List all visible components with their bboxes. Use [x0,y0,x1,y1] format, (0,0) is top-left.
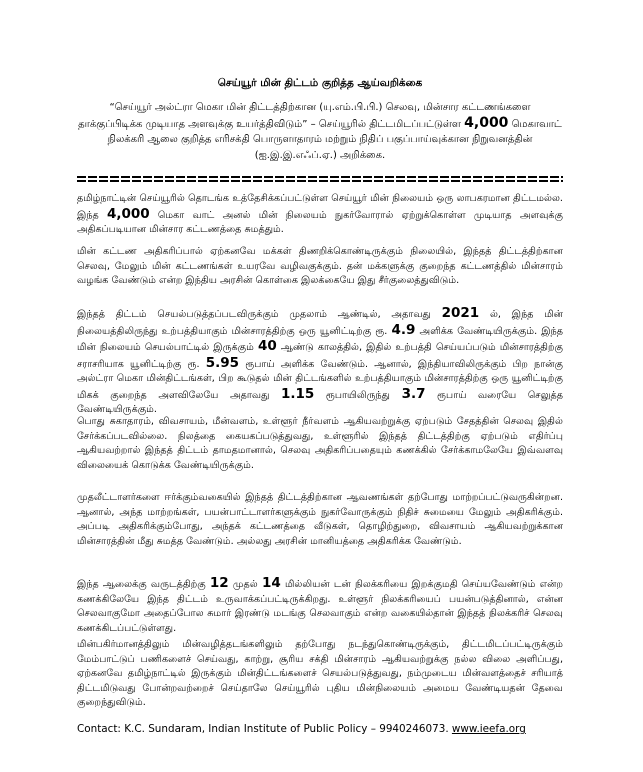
paragraph-text: ரூபாய் வரையே செலுத்த வேண்டியிருக்கும். [77,389,563,415]
separator-line [77,175,563,183]
highlighted-number: 4.9 [391,321,416,338]
paragraph-text: இந்த ஆலைக்கு வருடத்திற்கு [77,579,210,590]
paragraph-text: மில்லியன் டன் நிலக்கரியை இறக்குமதி செய்யவேண்டும் என்ற கணக்கிலேயே இந்த திட்டம் உருவாக்கப்பட்டிருக்கிறது. உள்ளூர் நிலக்கரியைப் பயன்படுத்தினால், என்ன செலவாகுமோ அதைப்போல சுமார் இரண்டு மடங்கு செலவாகும் என்ற வகையில்தான் இந்தத் நிலக்கரிச் செலவு கணக்கிடப்பட்டுள்ளது. [77,579,564,634]
document-page [77,76,564,735]
subtitle-capacity-number: 4,000 [464,114,509,131]
paragraph-text: ல், இந்த மின் நிலையத்திலிருந்து உற்பத்தியாகும் மின்சாரத்திற்கு ஒரு யூனிட்டிற்கு ரூ. [77,309,563,337]
paragraph-1 [77,192,563,238]
paragraph-text: முதலீட்டாளர்களை ஈர்க்கும்வகையில் இந்தத் திட்டத்திற்கான ஆவணங்கள் தற்போது மாற்றப்பட்டுவருகின்றன. ஆனால், அந்த மாற்றங்கள், பயன்பாட்டாளர்களுக்கும் நுகர்வோருக்கும் நிதிச் சுமையை மேலும் அதிகரிக்கும். அப்படி அதிகரிக்கும்போது, அந்தக் கட்டணத்தை வீடுகள், தொழிற்துறை, விவசாயம் ஆகியவற்றுக்கான மின்சாரத்தின் மீது சுமத்த வேண்டும். அல்லது அரசின் மானியத்தை அதிகரிக்க வேண்டும். [77,492,563,547]
paragraph-text: மின்பகிர்மானத்திலும் மின்வழித்தடங்களிலும் தற்போது நடந்துகொண்டிருக்கும், திட்டமிடப்பட்டிருக்கும் மேம்பாட்டுப் பணிகளைச் செய்வது, காற்று, சூரிய சக்தி மின்சாரம் ஆகியவற்றுக்கு நல்ல விலை அளிப்பது, ஏற்கனவே தமிழ்நாட்டில் இருக்கும் மின்திட்டங்களைச் செயல்படுத்துவது, நம்முடைய மின்வளத்தைச் சரியாத் திட்டமிடுவது போன்றவற்றைச் செய்தாலே செய்யூரில் புதிய மின்நிலையம் அமைய வேண்டியதன் தேவை குறைந்துவிடும். [77,639,563,708]
contact-text: Contact: K.C. Sundaram, Indian Institute of Public Policy – 9940246073. [77,723,452,735]
highlighted-number: 4,000 [106,205,150,222]
paragraph-text: மின் கட்டண அதிகரிப்பால் ஏற்கனவே மக்கள் திணறிக்கொண்டிருக்கும் நிலையில், இந்தத் திட்டத்திற்கான செலவு, மேலும் மின் கட்டணங்கள் உயரவே வழிவகுக்கும். தன் மக்களுக்கு குறைந்த கட்டணத்தில் மின்சாரம் வழங்க வேண்டும் என்ற இந்திய அரசின் கொள்கை இலக்கையே இது சீர்குலைத்துவிடும். [77,246,563,286]
paragraph-text: பொது சுகாதாரம், விவசாயம், மீன்வளம், உள்ளூர் நீர்வளம் ஆகியவற்றுக்கு ஏற்படும் சேதத்தின் செலவு இதில் சேர்க்கப்படவில்லை. நிலத்தை கையகப்படுத்துவது, உள்ளூரில் இந்தத் திட்டத்திற்கு ஏற்படும் எதிர்ப்பு ஆகியவற்றால் இந்தத் திட்டம் தாமதமானால், செலவு அதிகரிப்பதையும் கணக்கில் சேர்க்காமலேயே இவ்வளவு விலையைக் கொடுக்க வேண்டியிருக்கும். [77,416,563,471]
highlighted-number: 12 [209,575,229,591]
paragraph-text: இந்தத் திட்டம் செயல்படுத்தப்படவிருக்கும் முதலாம் ஆண்டில், அதாவது [77,309,442,320]
document-title: செய்யூர் மின் திட்டம் குறித்த ஆய்வறிக்கை [217,77,423,89]
highlighted-number: 3.7 [401,385,426,402]
document-subtitle [77,100,563,163]
highlighted-number: 1.15 [280,385,315,402]
paragraph-6 [77,576,563,636]
separator-bar-top [77,176,563,178]
contact-line [77,722,526,736]
subtitle-text-part1: “செய்யூர் அல்ட்ரா மெகா மின் திட்டத்திற்கான (யு.எம்.பி.பி.) செலவு, மின்சார கட்டணங்களை தாக்குப்பிடிக்க முடியாத அளவுக்கு உயர்த்திவிடும்” – செய்யூரில் திட்டமிடப்பட்டுள்ள [78,102,531,130]
paragraph-text: அளிக்க வேண்டியிருக்கும். இந்த மின் நிலையம் செயல்பாட்டில் இருக்கும் [77,325,563,353]
paragraph-4 [77,415,563,473]
paragraph-7 [77,638,563,711]
paragraph-text: ரூபாயிலிருந்து [314,389,402,401]
subtitle-text-part2: மெகாவாட் நிலக்கரி ஆலை குறித்த எரிசக்தி பொருளாதாரம் மற்றும் நிதிப் பகுப்பாய்வுக்கான நிறுவனத்தின் (ஐ.இ.இ.எஃப்.ஏ.) அறிக்கை. [107,118,562,161]
highlighted-number: 2021 [441,305,480,321]
paragraph-5 [77,491,563,549]
website-link[interactable]: www.ieefa.org [451,723,526,735]
separator-bar-bottom [77,180,563,182]
highlighted-number: 40 [257,338,277,354]
paragraph-text: முதல் [228,579,262,590]
highlighted-number: 14 [261,575,281,591]
paragraph-3 [77,306,563,418]
paragraph-text: தமிழ்நாட்டின் செய்யூரில் தொடங்க உத்தேசிக்கப்பட்டுள்ள செய்யூர் மின் நிலையம் ஒரு லாபகரமான திட்டமல்ல. இந்த [77,193,563,221]
paragraph-text: மெகா வாட் அனல் மின் நிலையம் நுகர்வோரால் ஏற்றுக்கொள்ள முடியாத அளவுக்கு அதிகப்படியான மின்சார கட்டணத்தை சுமத்தும். [77,209,563,235]
paragraph-text: ஆண்டு காலத்தில், இதில் உற்பத்தி செய்யப்படும் மின்சாரத்திற்கு சராசரியாக யூனிட்டிற்கு ரூ. [77,342,563,370]
paragraph-2 [77,245,563,289]
highlighted-number: 5.95 [205,354,240,371]
paragraph-text: ரூபாய் அளிக்க வேண்டும். ஆனால், இந்தியாவிலிருக்கும் பிற நான்கு அல்ட்ரா மெகா மின்திட்டங்கள், பிற கூடுதல் மின் திட்டங்களில் உற்பத்தியாகும் மின்சாரத்திற்கு ஒரு யூனிட்டிற்கு மிகக் குறைந்த அளவிலேயே அதாவது [77,358,564,401]
